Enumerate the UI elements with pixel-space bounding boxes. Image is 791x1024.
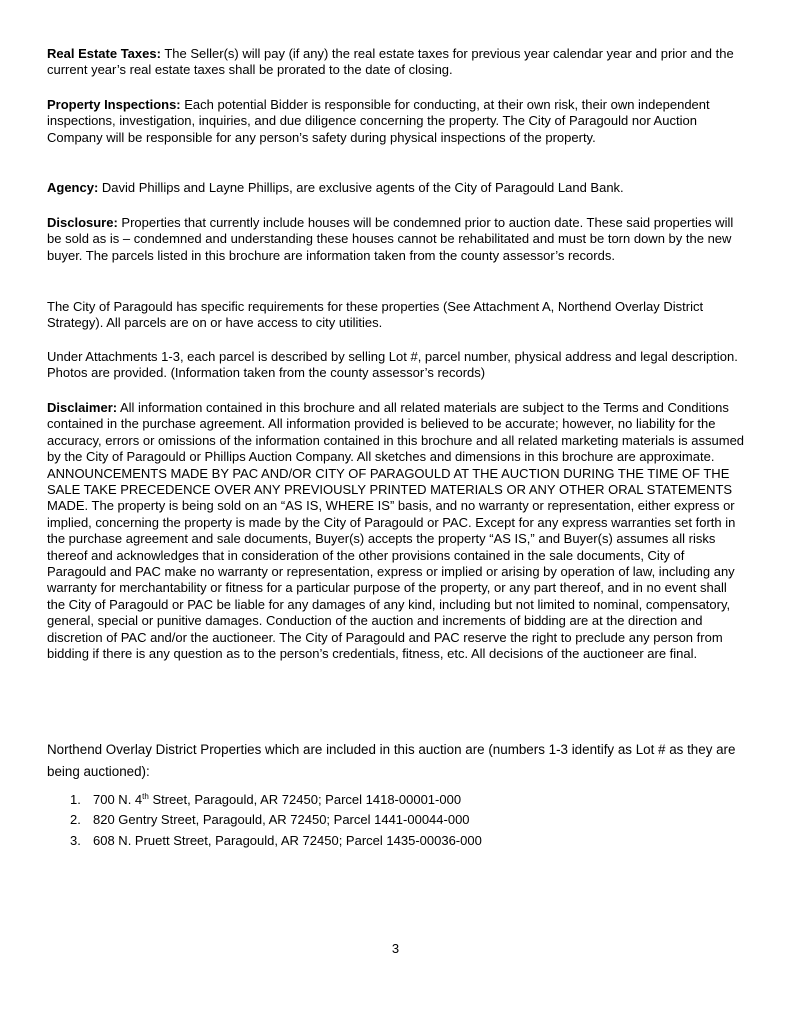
attachments-text: Under Attachments 1-3, each parcel is described by selling Lot #, parcel number, physical address and legal description. Photos are provided. (Information taken from the county assessor’s records)	[47, 349, 738, 381]
list-item	[70, 810, 482, 830]
disclosure-heading: Disclosure:	[47, 215, 118, 230]
lot-address	[93, 831, 482, 851]
disclaimer-text: All information contained in this brochure and all related materials are subject to the Terms and Conditions contained in the purchase agreement. All information provided is believed to be accurate; however, no liability for the accuracy, errors or omissions of the information contained in this brochure and all related marketing materials is assumed by the City of Paragould or Phillips Auction Company. All sketches and dimensions in this brochure are approximate. ANNOUNCEMENTS MADE BY PAC AND/OR CITY OF PARAGOULD AT THE AUCTION DURING THE TIME OF THE SALE TAKE PRECEDENCE OVER ANY PREVIOUSLY PRINTED MATERIALS OR ANY OTHER ORAL STATEMENTS MADE. The property is being sold on an “AS IS, WHERE IS” basis, and no warranty or representation, either express or implied, concerning the property is made by the City of Paragould or PAC. Except for any express warranties set forth in the purchase agreement and sale documents, Buyer(s) accepts the property “AS IS,” and Buyer(s) assumes all risks thereof and acknowledges that in consideration of the other provisions contained in the sale documents, City of Paragould and PAC make no warranty or representation, express or implied or arising by operation of law, including any warranty for merchantability or fitness for a particular purpose of the property, or any part thereof, and in no event shall the City of Paragould or PAC be liable for any damages of any kind, including but not limited to nominal, compensatory, general, special or punitive damages. Conduction of the auction and increments of bidding are at the direction and discretion of PAC and/or the auctioneer. The City of Paragould and PAC reserve the right to preclude any person from bidding if there is any question as to the person’s credentials, fitness, etc. All decisions of the auctioneer are final.	[47, 400, 745, 662]
disclaimer-paragraph	[47, 400, 747, 663]
lot-address-prefix: 820 Gentry Street, Paragould, AR 72450; Parcel 1441-00044-000	[93, 812, 470, 828]
lot-number: 2.	[70, 812, 81, 828]
property-inspections-text: Each potential Bidder is responsible for conducting, at their own risk, their own independent inspections, investigation, inquiries, and due diligence concerning the property. The City of Paragould nor Auction Company will be responsible for any person’s safety during physical inspections of the property.	[47, 97, 710, 145]
lot-list	[70, 790, 482, 851]
requirements-paragraph	[47, 299, 747, 332]
property-inspections-heading: Property Inspections:	[47, 97, 181, 112]
page-number: 3	[391, 941, 400, 956]
list-item	[70, 790, 482, 810]
real-estate-taxes-heading: Real Estate Taxes:	[47, 46, 161, 61]
lot-address-prefix: 700 N. 4	[93, 792, 143, 807]
lot-address-suffix: Street, Paragould, AR 72450; Parcel 1418-00001-000	[148, 792, 462, 807]
disclosure-text: Properties that currently include houses will be condemned prior to auction date. These said properties will be sold as is – condemned and understanding these houses cannot be rehabilitated and must be torn down by the new buyer. The parcels listed in this brochure are information taken from the county assessor’s records.	[47, 215, 734, 263]
property-inspections-paragraph	[47, 97, 747, 146]
lots-intro: Northend Overlay District Properties which are included in this auction are (numbers 1-3 identify as Lot # as they are being auctioned):	[47, 742, 736, 779]
agency-paragraph	[47, 180, 747, 196]
disclaimer-heading: Disclaimer:	[47, 400, 118, 415]
lot-number: 3.	[70, 832, 81, 848]
real-estate-taxes-paragraph	[47, 46, 747, 79]
lot-address-prefix: 608 N. Pruett Street, Paragould, AR 72450; Parcel 1435-00036-000	[93, 832, 482, 848]
attachments-paragraph	[47, 349, 747, 382]
lot-number: 1.	[70, 792, 81, 807]
lot-address	[93, 810, 470, 830]
real-estate-taxes-text: The Seller(s) will pay (if any) the real estate taxes for previous year calendar year and prior and the current year’s real estate taxes shall be prorated to the date of closing.	[47, 46, 734, 78]
agency-text: David Phillips and Layne Phillips, are exclusive agents of the City of Paragould Land Bank.	[98, 180, 624, 195]
lot-address	[93, 790, 461, 810]
requirements-text: The City of Paragould has specific requirements for these properties (See Attachment A, Northend Overlay District Strategy). All parcels are on or have access to city utilities.	[47, 299, 704, 331]
disclosure-paragraph	[47, 215, 747, 264]
list-item	[70, 831, 482, 851]
agency-heading: Agency:	[47, 180, 99, 195]
lot-address-superscript: th	[142, 792, 149, 801]
